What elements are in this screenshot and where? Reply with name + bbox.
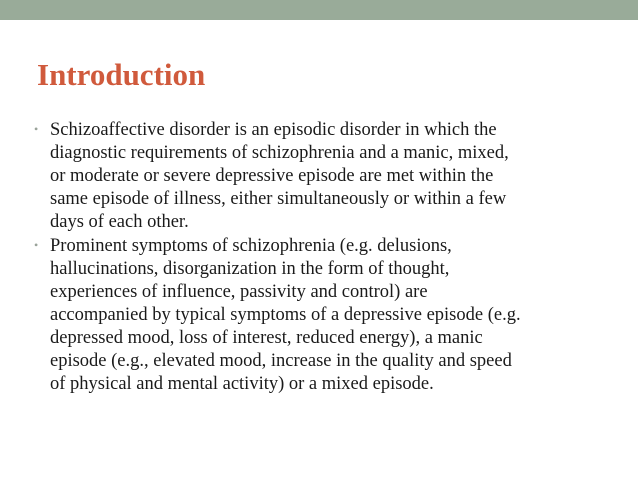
bullet-icon: • xyxy=(34,122,39,136)
bullet-text-line: Prominent symptoms of schizophrenia (e.g. delusions, xyxy=(50,236,452,256)
bullet-item xyxy=(34,235,614,396)
bullet-text-line: experiences of influence, passivity and control) are xyxy=(50,282,428,302)
bullet-text-line: episode (e.g., elevated mood, increase in the quality and speed xyxy=(50,351,512,371)
header-band xyxy=(0,0,638,20)
slide-title: Introduction xyxy=(37,57,206,92)
bullet-text-line: diagnostic requirements of schizophrenia and a manic, mixed, xyxy=(50,143,509,163)
bullet-text-line: or moderate or severe depressive episode are met within the xyxy=(50,166,494,186)
bullet-text-line: same episode of illness, either simultaneously or within a few xyxy=(50,189,507,209)
bullet-text-line: hallucinations, disorganization in the form of thought, xyxy=(50,259,450,279)
bullet-text-line: Schizoaffective disorder is an episodic disorder in which the xyxy=(50,120,497,140)
bullet-text-line: depressed mood, loss of interest, reduced energy), a manic xyxy=(50,328,483,348)
bullet-text-line: accompanied by typical symptoms of a depressive episode (e.g. xyxy=(50,305,521,325)
bullet-list xyxy=(34,119,614,397)
bullet-item xyxy=(34,119,614,234)
bullet-text-line: of physical and mental activity) or a mixed episode. xyxy=(50,374,434,394)
bullet-icon: • xyxy=(34,238,39,252)
bullet-text-line: days of each other. xyxy=(50,212,189,232)
